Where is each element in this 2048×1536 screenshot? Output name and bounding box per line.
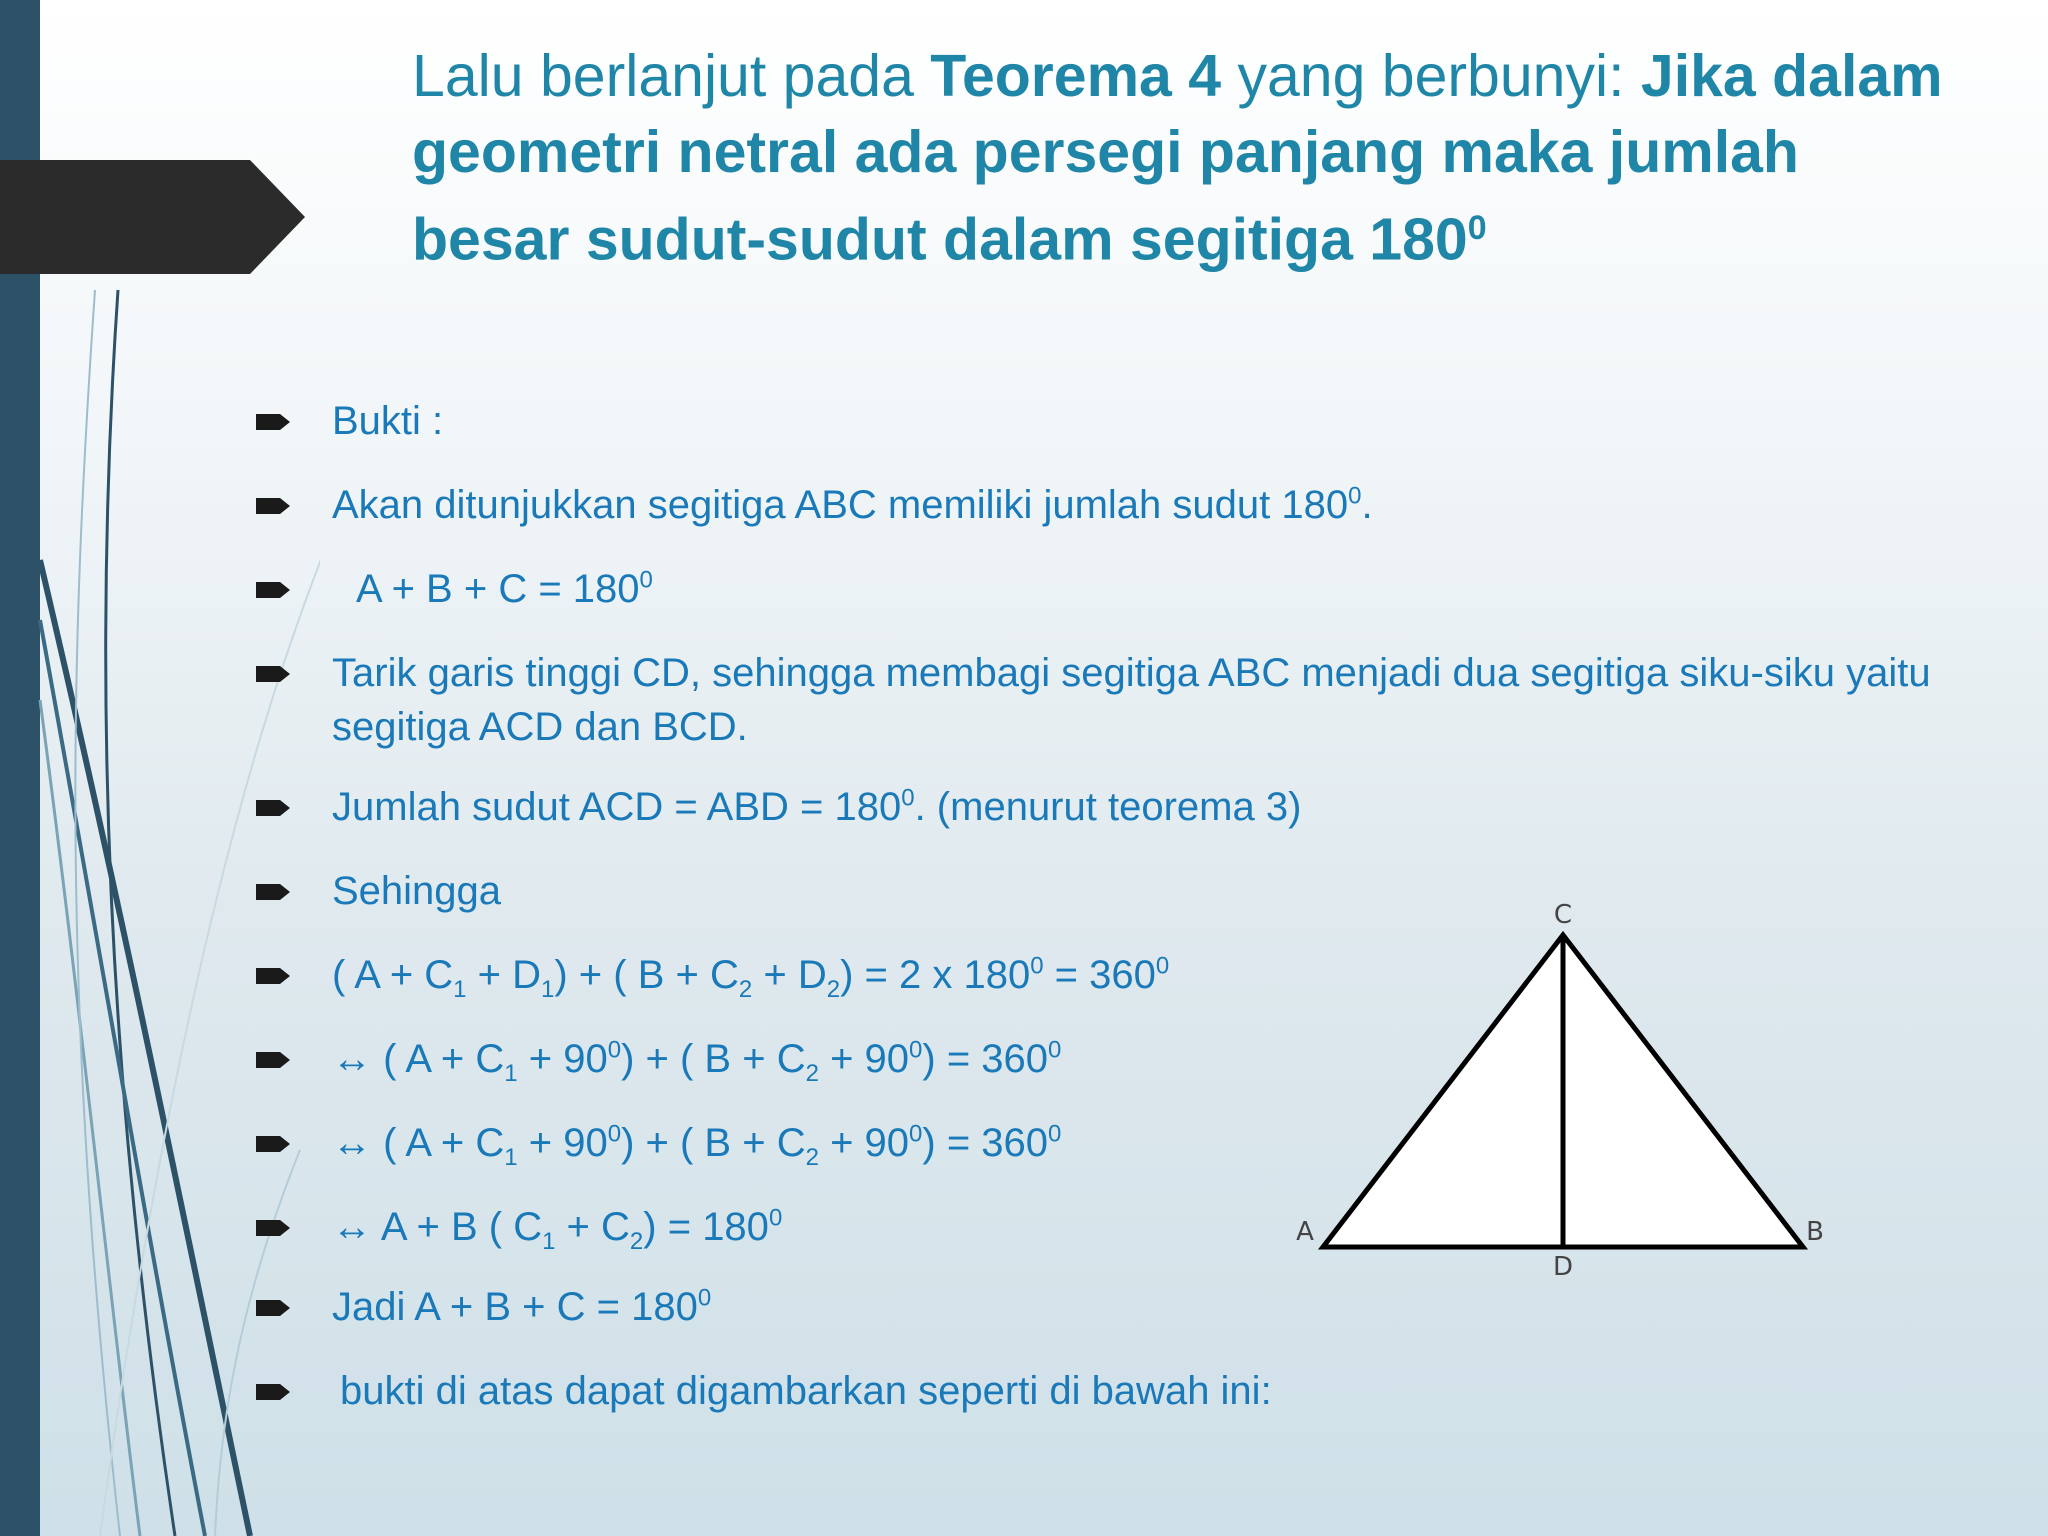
list-item: ( $A + C_1 + D_1$) + ( $B + C_2 + D_2) = 2$ x $180^0 = 360^0$: [250, 948, 2020, 1002]
label-a: A: [1296, 1217, 1314, 1247]
arrow-bullet-icon: [256, 1381, 296, 1403]
list-item: bukti di atas dapat digambarkan seperti di bawah ini:: [250, 1364, 2020, 1418]
label-d: D: [1552, 1252, 1574, 1282]
arrow-bullet-icon: [256, 881, 296, 903]
title-arrow-tab: [0, 160, 310, 274]
arrow-bullet-icon: [256, 1133, 296, 1155]
list-item: Bukti :: [250, 394, 2020, 448]
arrow-bullet-icon: [256, 579, 296, 601]
list-item: Sehingga: [250, 864, 2020, 918]
list-item: Jumlah sudut ACD = ABD = $180^0$. (menurut teorema 3): [250, 780, 2020, 834]
list-item: Tarik garis tinggi CD, sehingga membagi segitiga ABC menjadi dua segitiga siku-siku yaitu segitiga ACD dan BCD.: [250, 646, 2020, 754]
list-item: ↔ ( $A + C_1 + 90^0$) + ( $B + C_2 + 90^0) = 360^0$: [250, 1032, 2020, 1086]
arrow-bullet-icon: [256, 797, 296, 819]
arrow-bullet-icon: [256, 1217, 296, 1239]
list-item: ↔ ( $A + C_1 + 90^0$) + ( $B + C_2 + 90^0) = 360^0$: [250, 1116, 2020, 1170]
arrow-bullet-icon: [256, 663, 296, 685]
label-b: B: [1806, 1217, 1824, 1247]
arrow-bullet-icon: [256, 1297, 296, 1319]
list-item: Jadi $A + B + C = 180^0$: [250, 1280, 2020, 1334]
list-item: ↔ A + B ( $C_1 + C_2) = 180^0$: [250, 1200, 2020, 1254]
arrow-bullet-icon: [256, 411, 296, 433]
arrow-bullet-icon: [256, 965, 296, 987]
slide-title: Lalu berlanjut pada Teorema 4 yang berbunyi: Jika dalam geometri netral ada persegi panjang maka jumlah besar sudut-sudut dalam segitiga $180^0$: [412, 43, 1943, 273]
list-item: Akan ditunjukkan segitiga ABC memiliki jumlah sudut $180^0$.: [250, 478, 2020, 532]
label-c: C: [1553, 900, 1573, 930]
triangle-diagram: [1285, 895, 1845, 1295]
arrow-bullet-icon: [256, 1049, 296, 1071]
arrow-bullet-icon: [256, 495, 296, 517]
list-item: $A + B + C = 180^0$: [250, 562, 2020, 616]
